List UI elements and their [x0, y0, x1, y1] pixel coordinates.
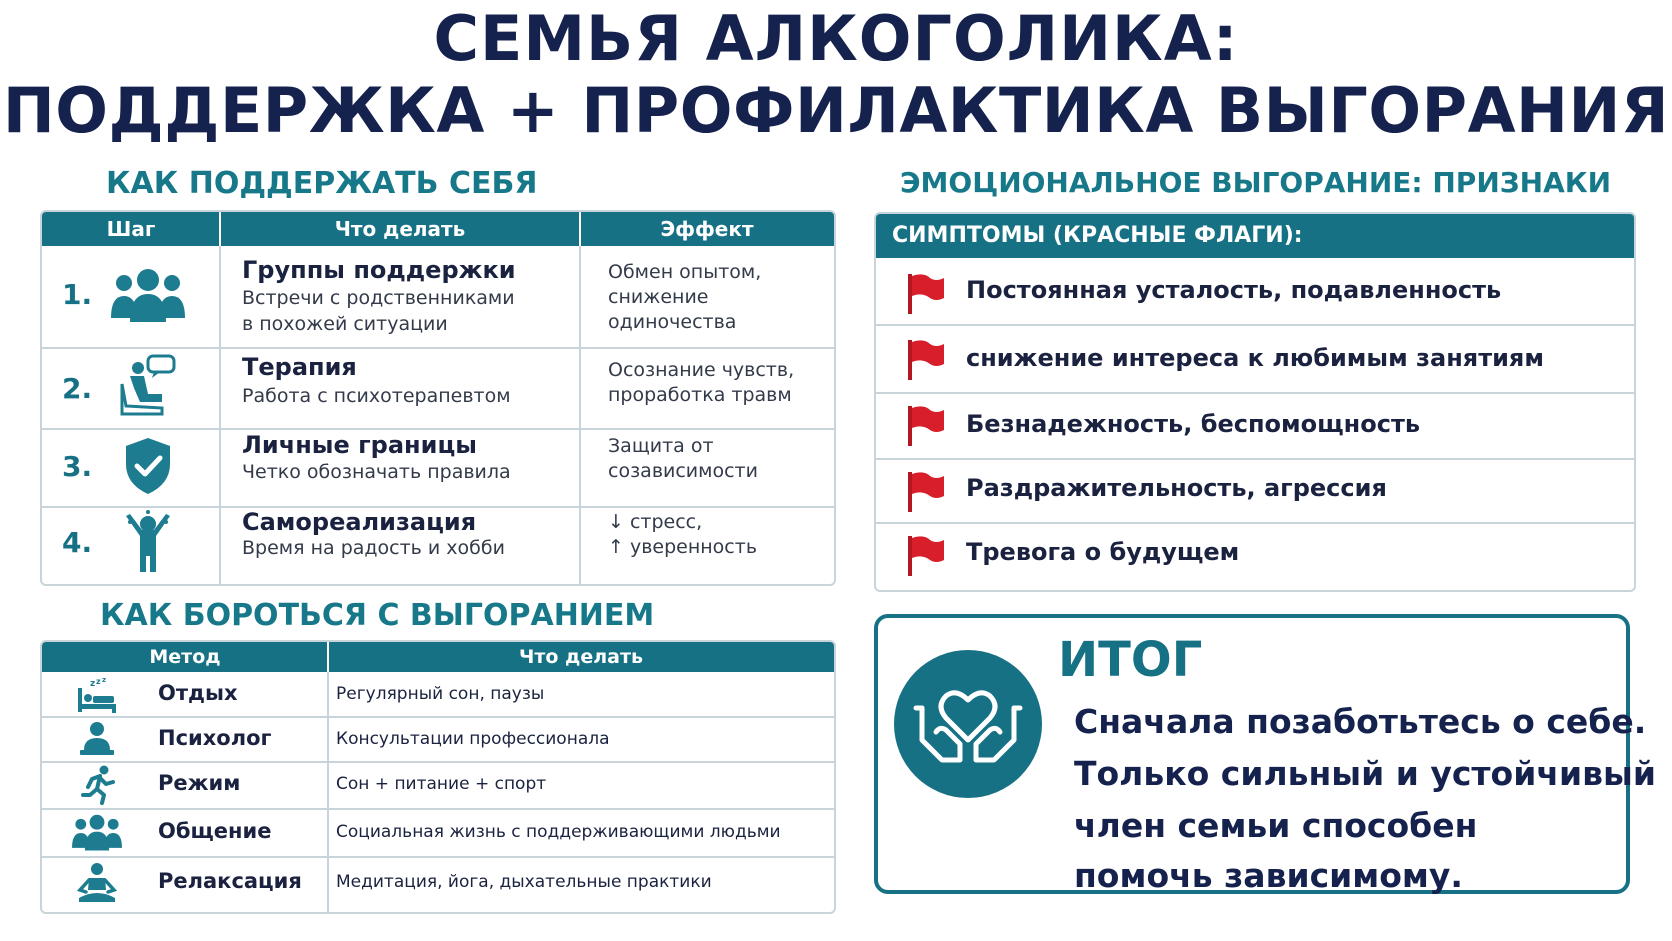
red-flag-icon: [906, 404, 946, 448]
signs-header: [876, 214, 1634, 258]
burnout-action: Сон + питание + спорт: [336, 774, 547, 794]
summary-line: помочь зависимому.: [1074, 856, 1463, 895]
svg-text:z: z: [90, 679, 96, 689]
burnout-action: Консультации профессионала: [336, 729, 610, 749]
burnout-col-action: Что делать: [518, 646, 644, 668]
support-row-title: Группы поддержки: [242, 256, 516, 284]
svg-text:z: z: [102, 676, 107, 684]
sign-text: Раздражительность, агрессия: [966, 474, 1387, 502]
signs-heading: ЭМОЦИОНАЛЬНОЕ ВЫГОРАНИЕ: ПРИЗНАКИ: [900, 166, 1612, 199]
red-flag-icon: [906, 272, 946, 316]
burnout-action: Социальная жизнь с поддерживающими людьми: [336, 822, 781, 842]
support-row-effect: ↓ стресс, ↑ уверенность: [608, 511, 758, 558]
burnout-table: [40, 640, 836, 914]
sign-item-1: [876, 258, 1634, 324]
support-row-effect: Осознание чувств, проработка травм: [608, 359, 795, 406]
burnout-method: Режим: [158, 771, 241, 795]
step-number: 3.: [62, 450, 93, 483]
sign-text: Постоянная усталость, подавленность: [966, 276, 1502, 304]
support-row-effect: Защита от созависимости: [608, 435, 758, 482]
sign-text: Тревога о будущем: [966, 538, 1240, 566]
support-row-title: Терапия: [242, 353, 357, 381]
support-row-subtitle: Работа с психотерапевтом: [242, 385, 511, 407]
sign-item-5: [876, 524, 1634, 588]
sleep-bed-icon: [76, 676, 118, 718]
support-row-title: Самореализация: [242, 508, 477, 536]
psychologist-icon: [78, 720, 116, 762]
support-row-subtitle: Время на радость и хобби: [242, 537, 505, 559]
red-flag-icon: [906, 470, 946, 514]
burnout-heading: КАК БОРОТЬСЯ С ВЫГОРАНИЕМ: [100, 598, 655, 633]
burnout-method: Релаксация: [158, 869, 302, 893]
support-row-effect: Обмен опытом, снижение одиночества: [608, 261, 762, 333]
meditation-icon: [76, 862, 118, 908]
support-col-effect: Эффект: [660, 217, 754, 241]
summary-line: член семьи способен: [1074, 806, 1478, 845]
svg-text:z: z: [96, 677, 101, 686]
support-row-subtitle: Четко обозначать правила: [242, 461, 511, 483]
burnout-method: Общение: [158, 819, 272, 843]
burnout-action: Регулярный сон, паузы: [336, 684, 545, 704]
step-number: 4.: [62, 526, 93, 559]
therapy-chair-icon: [118, 354, 178, 422]
step-number: 1.: [62, 278, 93, 311]
burnout-method: Отдых: [158, 681, 238, 705]
running-person-icon: [80, 765, 116, 809]
red-flag-icon: [906, 338, 946, 382]
hands-heart-icon: [892, 648, 1044, 804]
sign-item-2: [876, 326, 1634, 392]
support-col-step: Шаг: [106, 217, 156, 241]
summary-title: ИТОГ: [1058, 632, 1203, 688]
person-joy-icon: [120, 510, 176, 578]
burnout-method: Психолог: [158, 726, 272, 750]
support-row-title: Личные границы: [242, 431, 477, 459]
support-col-action: Что делать: [334, 217, 466, 241]
support-table: [40, 210, 836, 586]
people-group-icon: [70, 814, 124, 856]
step-number: 2.: [62, 372, 93, 405]
shield-check-icon: [122, 436, 174, 500]
support-table-header: [42, 212, 834, 246]
sign-item-3: [876, 394, 1634, 458]
page-title-line-1: СЕМЬЯ АЛКОГОЛИКА:: [433, 2, 1239, 75]
signs-table: [874, 212, 1636, 592]
support-heading: КАК ПОДДЕРЖАТЬ СЕБЯ: [106, 166, 538, 201]
sign-text: снижение интереса к любимым занятиям: [966, 344, 1544, 372]
burnout-table-header: [42, 642, 834, 672]
sign-item-4: [876, 460, 1634, 522]
signs-header-label: СИМПТОМЫ (КРАСНЫЕ ФЛАГИ):: [892, 223, 1303, 248]
sign-text: Безнадежность, беспомощность: [966, 410, 1421, 438]
red-flag-icon: [906, 534, 946, 578]
page-title-line-2: ПОДДЕРЖКА + ПРОФИЛАКТИКА ВЫГОРАНИЯ: [2, 74, 1670, 147]
summary-line: Сначала позаботьтесь о себе.: [1074, 702, 1647, 741]
summary-box: [874, 614, 1656, 895]
people-group-icon: [108, 268, 188, 328]
support-row-subtitle: Встречи с родственниками: [242, 287, 515, 309]
burnout-col-method: Метод: [149, 646, 221, 668]
summary-line: Только сильный и устойчивый: [1074, 754, 1656, 793]
support-row-subtitle: в похожей ситуации: [242, 313, 448, 335]
burnout-action: Медитация, йога, дыхательные практики: [336, 872, 712, 892]
